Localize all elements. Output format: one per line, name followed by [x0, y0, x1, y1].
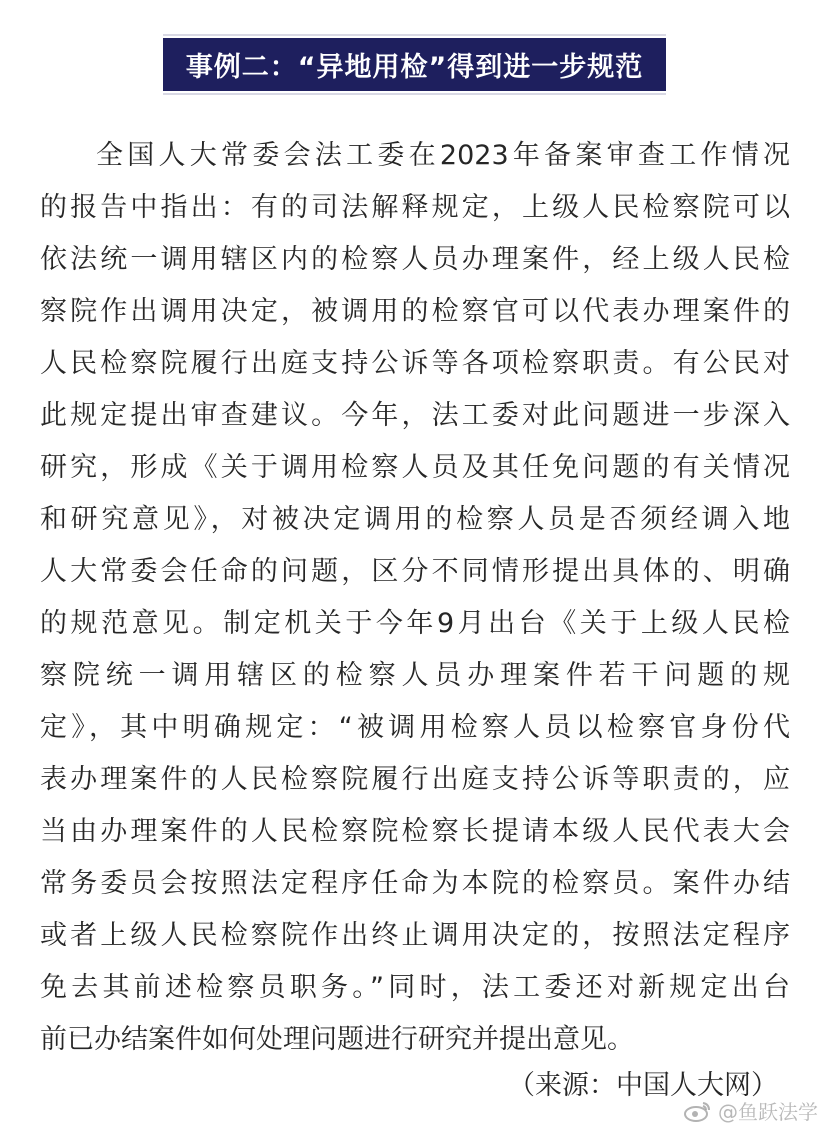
article-line: 和研究意见》，对被决定调用的检察人员是否须经调入地	[40, 504, 790, 535]
article-line: 免去其前述检察员职务。”同时，法工委还对新规定出台	[40, 972, 790, 1003]
article-line: 察院作出调用决定，被调用的检察官可以代表办理案件的	[40, 296, 790, 327]
article-line: 的规范意见。制定机关于今年9月出台《关于上级人民检	[40, 608, 790, 639]
article-line: 依法统一调用辖区内的检察人员办理案件，经上级人民检	[40, 244, 790, 275]
section-header	[163, 34, 666, 95]
article-line: 察院统一调用辖区的检察人员办理案件若干问题的规	[40, 660, 790, 691]
article-line: 常务委员会按照法定程序任命为本院的检察员。案件办结	[40, 868, 790, 899]
article-line: 人大常委会任命的问题，区分不同情形提出具体的、明确	[40, 556, 790, 587]
article-body	[40, 130, 790, 1066]
watermark-text: @鱼跃法学	[718, 1100, 818, 1124]
article-line: 当由办理案件的人民检察院检察长提请本级人民代表大会	[40, 816, 790, 847]
article-line: 的报告中指出：有的司法解释规定，上级人民检察院可以	[40, 192, 790, 223]
article-line: 人民检察院履行出庭支持公诉等各项检察职责。有公民对	[40, 348, 790, 379]
article-line: 全国人大常委会法工委在2023年备案审查工作情况	[96, 140, 790, 171]
section-title: 事例二：“异地用检”得到进一步规范	[163, 38, 666, 91]
article-line: 表办理案件的人民检察院履行出庭支持公诉等职责的，应	[40, 764, 790, 795]
source-attribution: （来源：中国人大网）	[508, 1070, 778, 1101]
weibo-icon	[684, 1100, 712, 1122]
article-line: 前已办结案件如何处理问题进行研究并提出意见。	[40, 1024, 634, 1055]
watermark	[684, 1096, 818, 1125]
article-line: 此规定提出审查建议。今年，法工委对此问题进一步深入	[40, 400, 790, 431]
article-line: 或者上级人民检察院作出终止调用决定的，按照法定程序	[40, 920, 790, 951]
article-line: 定》，其中明确规定：“被调用检察人员以检察官身份代	[40, 712, 790, 743]
article-line: 研究，形成《关于调用检察人员及其任免问题的有关情况	[40, 452, 790, 483]
